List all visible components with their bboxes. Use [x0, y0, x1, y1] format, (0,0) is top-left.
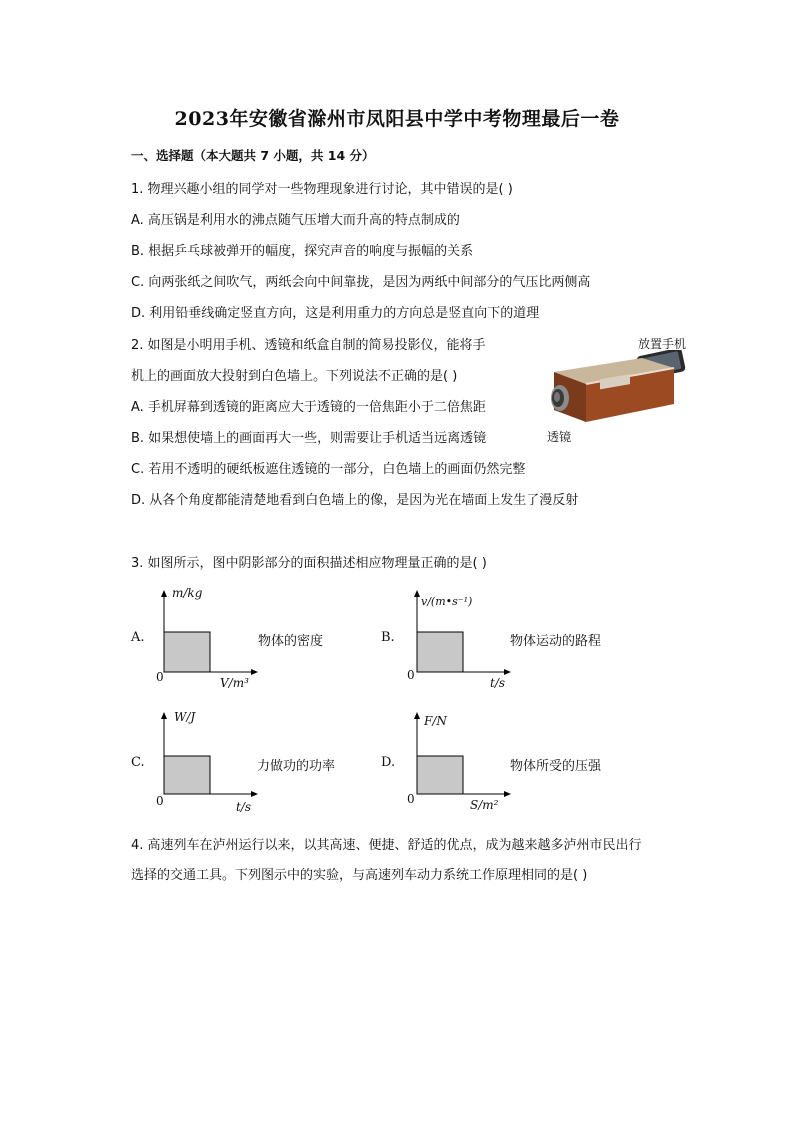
q3-d-description: 物体所受的压强 [510, 759, 602, 774]
label-phone: 放置手机 [638, 337, 687, 351]
q3-c-y-axis-label: W/J [174, 710, 196, 724]
q4-stem-line1: 4. 高速列车在泸州运行以来，以其高速、便捷、舒适的优点，成为越来越多泸州市民出行 [131, 838, 642, 853]
q2-stem-line1: 2. 如图是小明用手机、透镜和纸盒自制的简易投影仪，能将手 [131, 338, 486, 353]
q1-option-a: A. 高压锅是利用水的沸点随气压增大而升高的特点制成的 [131, 213, 460, 228]
label-lens: 透镜 [547, 430, 572, 444]
q2-option-a: A. 手机屏幕到透镜的距离应大于透镜的一倍焦距小于二倍焦距 [131, 400, 486, 415]
q2-option-c: C. 若用不透明的硬纸板遮住透镜的一部分，白色墙上的画面仍然完整 [131, 462, 526, 477]
q3-graph-a [150, 590, 260, 682]
q1-option-d: D. 利用铅垂线确定竖直方向，这是利用重力的方向总是竖直向下的道理 [131, 306, 540, 321]
q1-option-c: C. 向两张纸之间吹气，两纸会向中间靠拢，是因为两纸中间部分的气压比两侧高 [131, 275, 591, 290]
q1-option-b: B. 根据乒乓球被弹开的幅度，探究声音的响度与振幅的关系 [131, 244, 474, 259]
q3-c-x-axis-label: t/s [236, 800, 252, 814]
q3-b-description: 物体运动的路程 [510, 634, 602, 649]
q3-stem: 3. 如图所示，图中阴影部分的面积描述相应物理量正确的是( ) [131, 556, 487, 571]
q3-a-y-axis-label: m/kg [172, 586, 203, 600]
q3-d-y-axis-label: F/N [424, 714, 447, 728]
q3-option-b-letter: B. [381, 630, 395, 645]
q3-option-a-letter: A. [131, 630, 145, 645]
q2-option-d: D. 从各个角度都能清楚地看到白色墙上的像，是因为光在墙面上发生了漫反射 [131, 493, 579, 508]
page-title: 2023年安徽省滁州市凤阳县中学中考物理最后一卷 [174, 108, 620, 130]
q3-a-origin: 0 [156, 670, 164, 684]
q3-a-x-axis-label: V/m³ [220, 676, 249, 690]
q3-option-c-letter: C. [131, 755, 145, 770]
q2-option-b: B. 如果想使墙上的画面再大一些，则需要让手机适当远离透镜 [131, 431, 487, 446]
q3-b-y-axis-label: v/(m•s⁻¹) [421, 595, 473, 608]
q3-d-x-axis-label: S/m² [470, 798, 499, 812]
q3-d-origin: 0 [407, 792, 415, 806]
q3-graph-d [403, 712, 513, 804]
section-heading: 一、选择题（本大题共 7 小题，共 14 分） [131, 148, 375, 163]
projector-image [540, 350, 690, 428]
q3-graph-c [150, 712, 260, 804]
q3-b-origin: 0 [407, 668, 415, 682]
q3-b-x-axis-label: t/s [490, 676, 506, 690]
q1-stem: 1. 物理兴趣小组的同学对一些物理现象进行讨论，其中错误的是( ) [131, 182, 513, 197]
q3-c-description: 力做功的功率 [257, 759, 336, 774]
q3-option-d-letter: D. [381, 755, 396, 770]
q3-a-description: 物体的密度 [258, 634, 324, 649]
q4-stem-line2: 选择的交通工具。下列图示中的实验，与高速列车动力系统工作原理相同的是( ) [131, 868, 588, 883]
q3-c-origin: 0 [156, 794, 164, 808]
q2-stem-line2: 机上的画面放大投射到白色墙上。下列说法不正确的是( ) [131, 369, 458, 384]
